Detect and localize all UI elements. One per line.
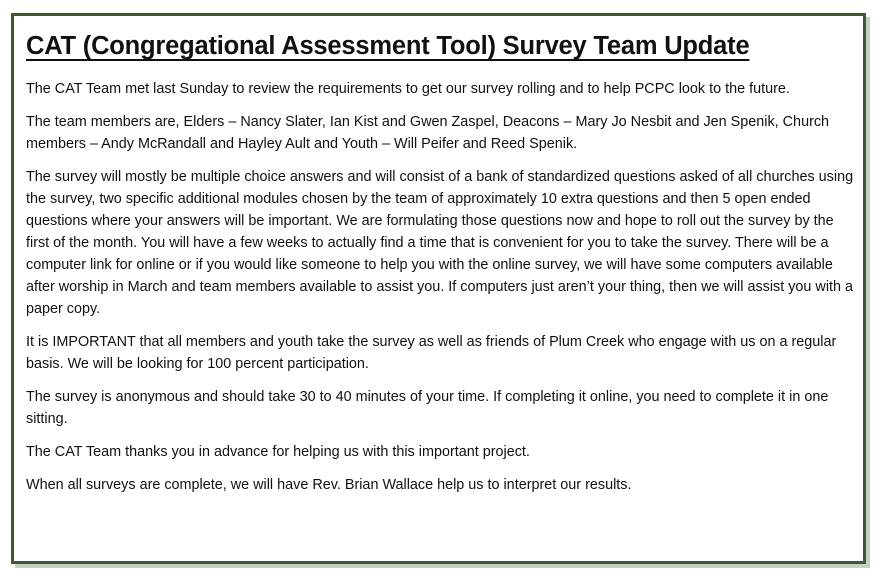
paragraph-participation: It is IMPORTANT that all members and youth take the survey as well as friends of Plum Creek who engage with us on a regular basis. We will be looking for 100 percent participation. xyxy=(26,334,837,372)
paragraph-intro: The CAT Team met last Sunday to review the requirements to get our survey rolling and to help PCPC look to the future. xyxy=(26,81,790,97)
newsletter-box xyxy=(11,13,866,564)
paragraph-anonymity: The survey is anonymous and should take 30 to 40 minutes of your time. If completing it online, you need to complete it in one sitting. xyxy=(26,389,829,427)
paragraph-survey-details: The survey will mostly be multiple choice answers and will consist of a bank of standardized questions asked of all churches using the survey, two specific additional modules chosen by the team of approximately 10 extra questions and then 5 open ended questions where your answers will be important. We are formulating those questions now and hope to roll out the survey by the first of the month. You will have a few weeks to actually find a time that is convenient for you to take the survey. There will be a computer link for online or if you would like someone to help you with the online survey, we will have some computers available after worship in March and team members available to assist you. If computers just aren’t your thing, then we will assist you with a paper copy. xyxy=(26,169,854,317)
paragraph-thanks: The CAT Team thanks you in advance for helping us with this important project. xyxy=(26,444,530,460)
paragraph-results: When all surveys are complete, we will have Rev. Brian Wallace help us to interpret our results. xyxy=(26,477,632,493)
article xyxy=(26,27,854,507)
paragraph-team-members: The team members are, Elders – Nancy Slater, Ian Kist and Gwen Zaspel, Deacons – Mary Jo Nesbit and Jen Spenik, Church members – Andy McRandall and Hayley Ault and Youth – Will Peifer and Reed Spenik. xyxy=(26,114,830,152)
article-title: CAT (Congregational Assessment Tool) Survey Team Update xyxy=(26,32,750,60)
